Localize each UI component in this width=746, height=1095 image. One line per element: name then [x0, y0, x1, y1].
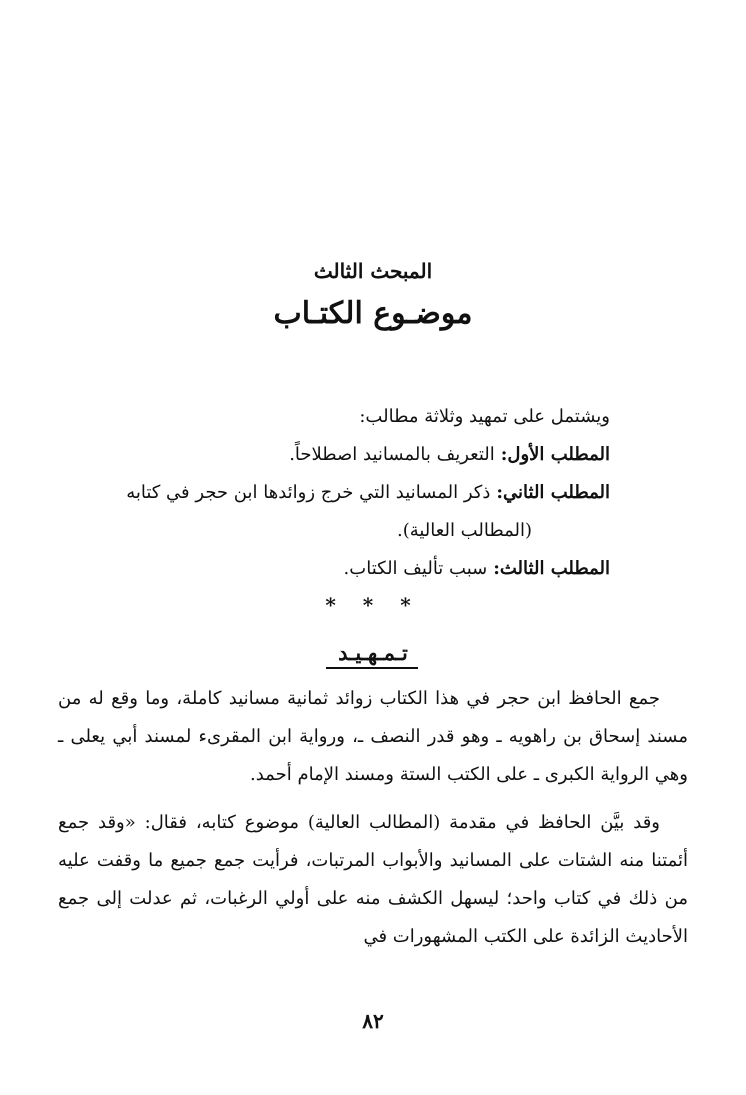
- section-label: المطلب الثاني:: [496, 482, 610, 503]
- section-separator: * * *: [325, 593, 421, 617]
- body-text: [58, 680, 688, 966]
- tamheed-heading: تـمـهـيـد: [338, 640, 408, 665]
- section-item-3: [70, 550, 610, 588]
- chapter-title: موضـوع الكتـاب: [273, 296, 473, 331]
- intro-block: [70, 398, 610, 588]
- section-item-1: [70, 436, 610, 474]
- paragraph: وقد بيَّن الحافظ في مقدمة (المطالب العالية) موضوع كتابه، فقال: «وقد جمع أئمتنا منه الشتات على المسانيد والأبواب المرتبات، فرأيت جمع جميع ما وقفت عليه من ذلك في كتاب واحد؛ ليسهل الكشف منه على أولي الرغبات، ثم عدلت إلى جمع الأحاديث الزائدة على الكتب المشهورات في: [58, 812, 688, 947]
- section-text: سبب تأليف الكتاب.: [343, 558, 488, 579]
- section-label: المطلب الأول:: [500, 444, 610, 465]
- section-text: ذكر المسانيد التي خرج زوائدها ابن حجر في كتابه: [126, 482, 491, 503]
- section-text: التعريف بالمسانيد اصطلاحاً.: [289, 444, 495, 465]
- chapter-subtitle: المبحث الثالث: [313, 259, 433, 283]
- paragraph: جمع الحافظ ابن حجر في هذا الكتاب زوائد ثمانية مسانيد كاملة، وما وقع له من مسند إسحاق بن راهويه ـ وهو قدر النصف ـ، ورواية ابن المقرىء لمسند أبي يعلى ـ وهي الرواية الكبرى ـ على الكتب الستة ومسند الإمام أحمد.: [58, 688, 688, 785]
- tamheed-underline: [326, 667, 418, 669]
- section-continuation: (المطالب العالية).: [396, 520, 532, 541]
- page-number: ٨٢: [362, 1009, 384, 1033]
- section-label: المطلب الثالث:: [493, 558, 610, 579]
- section-item-2: [70, 474, 610, 512]
- intro-lead: ويشتمل على تمهيد وثلاثة مطالب:: [359, 406, 610, 427]
